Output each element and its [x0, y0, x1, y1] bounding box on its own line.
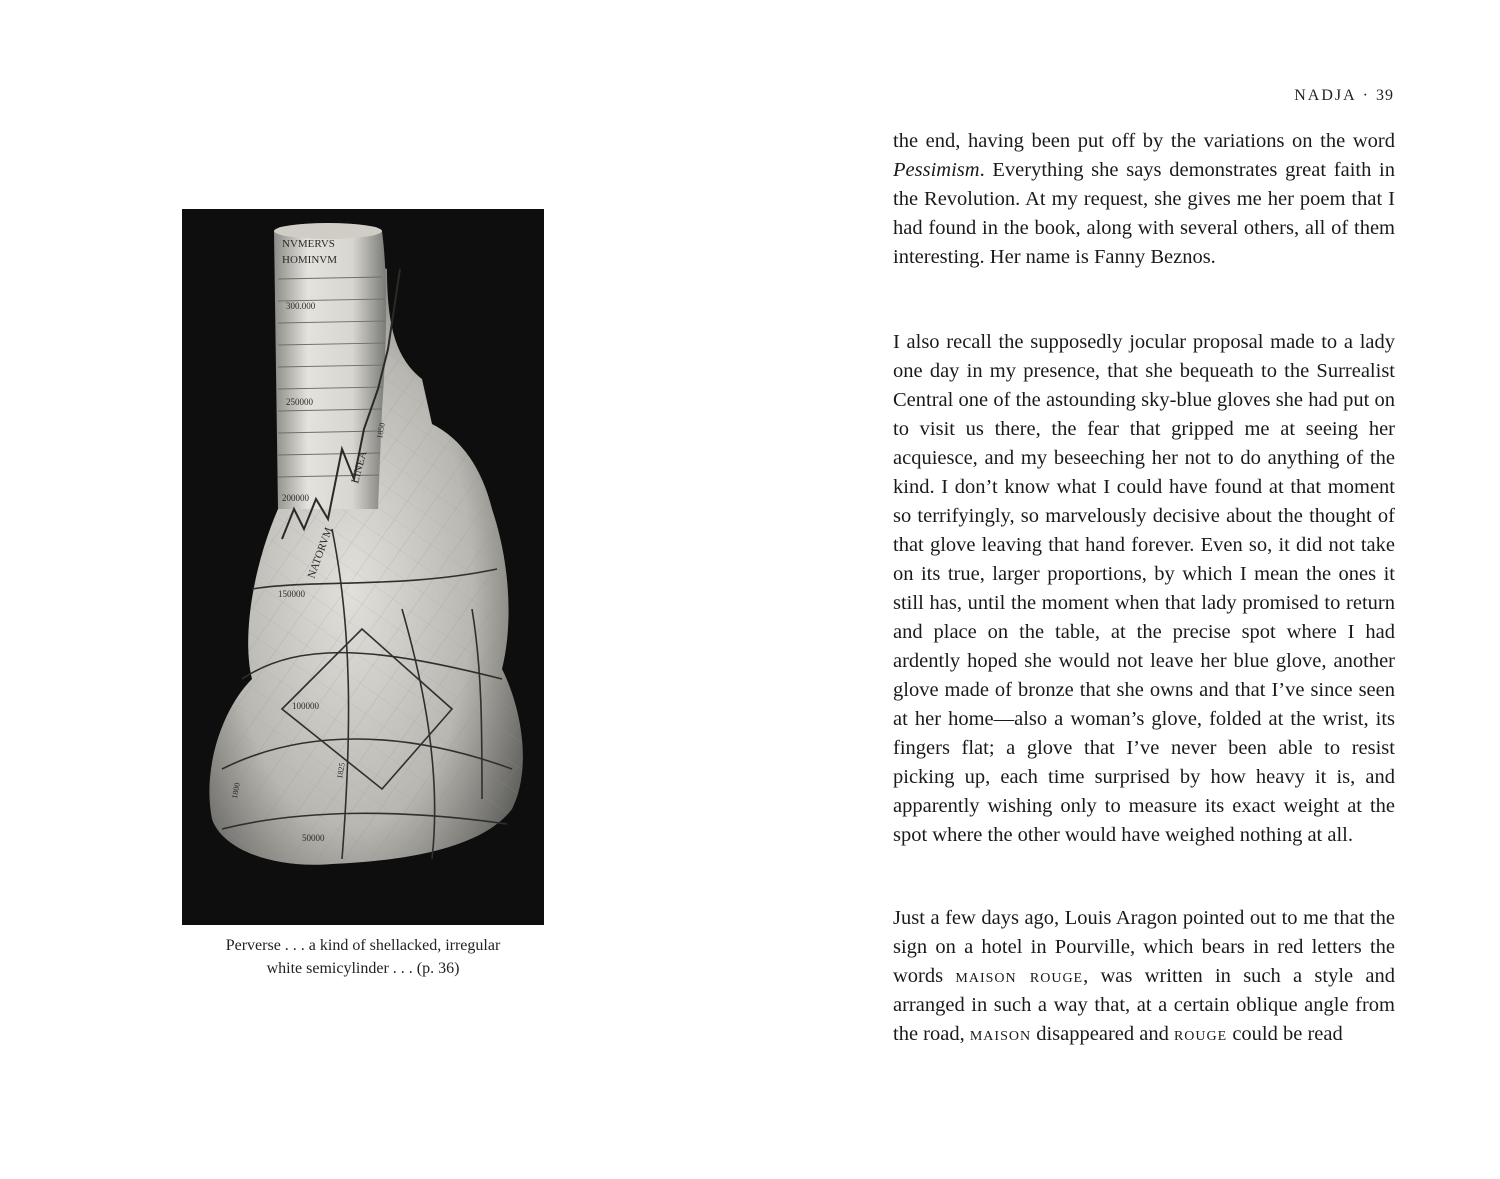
figure-scale-250000: 250000	[286, 397, 313, 407]
figure-scale-100000: 100000	[292, 701, 319, 711]
running-head-title: NADJA	[1294, 87, 1357, 104]
paragraph-3-text-d: could be read	[1227, 1023, 1343, 1045]
figure-photograph	[182, 209, 544, 925]
figure-year-1850: 1850	[375, 422, 387, 440]
figure-year-1800: 1800	[230, 782, 242, 800]
caption-line-1: Perverse . . . a kind of shellacked, irregular	[225, 937, 501, 954]
cylinder-column	[274, 231, 386, 509]
paragraph-3	[893, 904, 1395, 1049]
figure-year-1825: 1825	[335, 762, 347, 780]
figure-scale-50000: 50000	[302, 833, 325, 843]
figure-curve-label-natorvm: NATORVM	[305, 525, 336, 581]
paragraph-3-text-a: Just a few days ago, Louis Aragon pointed out to me that the sign on a hotel in Pourville, which bears in red letters the words	[893, 907, 1395, 987]
paragraph-1-text-b: . Everything she says demonstrates great faith in the Revolution. At my request, she gives me her poem that I had found in the book, along with several others, all of them interesting. Her name is Fanny Beznos.	[893, 159, 1395, 268]
paragraph-1	[893, 127, 1395, 272]
paragraph-2	[893, 328, 1395, 850]
right-page	[750, 0, 1500, 1179]
paragraph-1-emphasis: Pessimism	[893, 159, 980, 181]
running-head	[750, 87, 1394, 105]
paragraph-3-small-caps-3: rouge	[1173, 1023, 1228, 1045]
figure-caption	[182, 934, 544, 980]
paragraph-3-text-c: disappeared and	[1031, 1023, 1174, 1045]
figure-scale-300000: 300.000	[286, 301, 316, 311]
cylinder-top	[274, 223, 382, 239]
paragraph-3-small-caps-2: maison	[969, 1023, 1032, 1045]
shellacked-semicylinder-image	[182, 209, 544, 925]
paragraph-2-text: I also recall the supposedly jocular proposal made to a lady one day in my presence, that she bequeath to the Surrealist Central one of the astounding sky-blue gloves she had put on to visit us there, the fear that gripped me at seeing her acquiesce, and my beseeching her not to do anything of the kind. I don’t know what I could have found at that moment so terrifyingly, so marvelously decisive about the thought of that glove leaving that hand forever. Even so, it did not take on its true, larger proportions, by which I mean the ones it still has, until the moment when that lady promised to return and place on the table, at the precise spot where I had ardently hoped she would not leave her blue glove, another glove made of bronze that she owns and that I’ve since seen at her home—also a woman’s glove, folded at the wrist, its fingers flat; a glove that I’ve never been able to resist picking up, each time surprised by how heavy it is, and apparently wishing only to measure its exact weight at the spot where the other would have weighed nothing at all.	[893, 331, 1395, 846]
page-number: 39	[1376, 87, 1394, 104]
paragraph-3-text-b: , was written in such a style and arranged in such a way that, at a certain oblique angle from the road,	[893, 965, 1396, 1045]
running-head-separator: ·	[1362, 87, 1370, 104]
caption-line-2: white semicylinder . . . (p. 36)	[266, 960, 460, 977]
figure-scale-200000: 200000	[282, 493, 309, 503]
figure-scale-150000: 150000	[278, 589, 305, 599]
paragraph-3-small-caps-1: maison rouge	[955, 965, 1084, 987]
paragraph-1-text-a: the end, having been put off by the variations on the word	[893, 130, 1395, 152]
figure-curve-label-linea: LINEA	[349, 449, 370, 485]
figure-label-line2: HOMINVM	[282, 254, 337, 266]
figure-label-line1: NVMERVS	[282, 238, 335, 250]
